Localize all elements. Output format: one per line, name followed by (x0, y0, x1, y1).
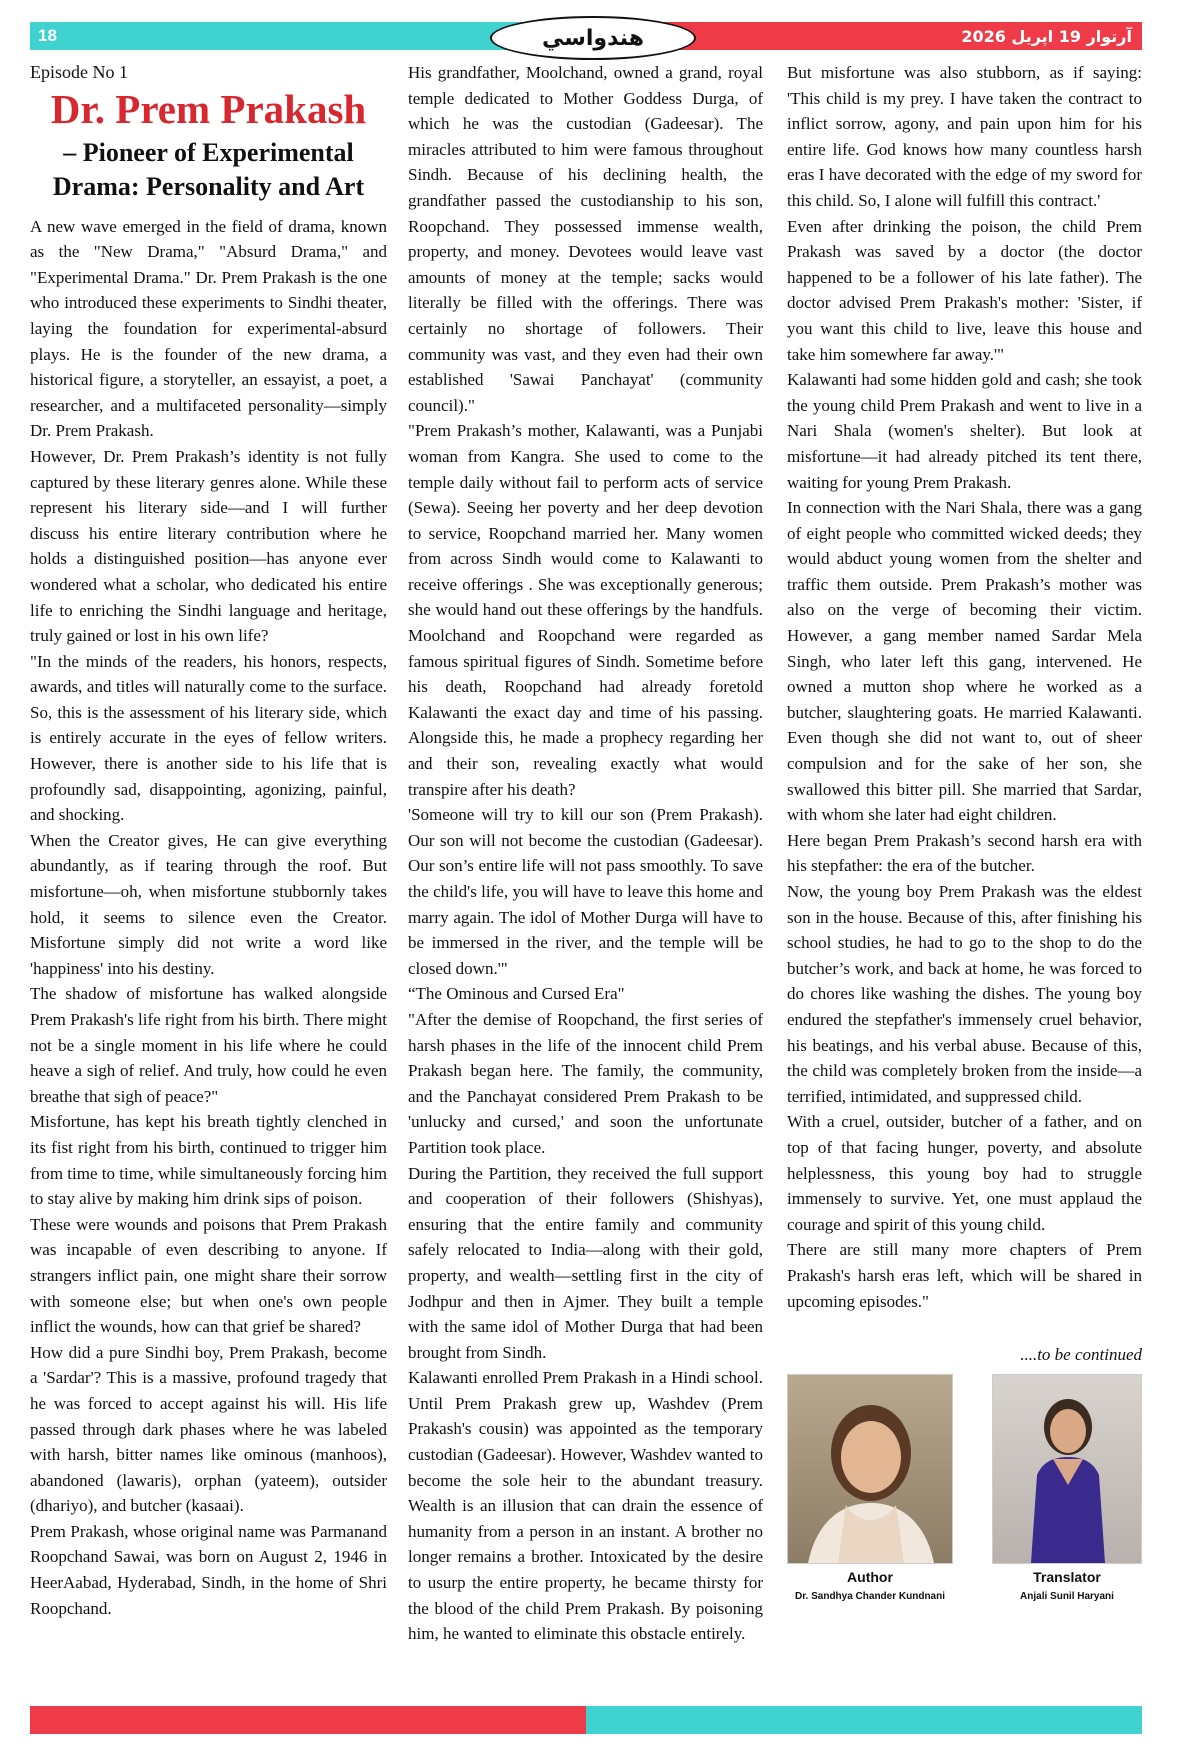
paragraph: Even after drinking the poison, the child Prem Prakash was saved by a doctor (the doctor happened to be a follower of his late father). The doctor advised Prem Prakash's mother: 'Sister, if you want this child to live, leave this house and take him somewhere far away.'" (787, 216, 1142, 364)
paragraph: The shadow of misfortune has walked alongside Prem Prakash's life right from his birth. There might not be a single moment in his life where he could heave a sigh of relief. And truly, how could he even breathe that sigh of peace?" (30, 984, 387, 1106)
paragraph: However, Dr. Prem Prakash’s identity is not fully captured by these literary genres alone. While these represent his literary side—and I will further discuss his entire literary contribution where he holds a distinguished position—has anyone ever wondered what a scholar, who dedicated his entire life to enriching the Sindhi language and heritage, truly gained or lost in his own life? (30, 446, 387, 646)
paragraph: In connection with the Nari Shala, there was a gang of eight people who committed wicked deeds; they would abduct young women from the shelter and traffic them outside. Prem Prakash’s mother was also on the verge of becoming their victim. However, a gang member named Sardar Mela Singh, who later left this gang, intervened. He owned a mutton shop where he worked as a butcher, slaughtering goats. He married Kalawanti. Even though she did not want to, out of sheer compulsion and for the sake of her son, she swallowed this bitter pill. She married that Sardar, with whom she later had eight children. (787, 498, 1142, 825)
paragraph: His grandfather, Moolchand, owned a grand, royal temple dedicated to Mother Goddess Durga, of which he was the custodian (Gadeesar). The miracles attributed to him were famous throughout Sindh. Because of his declining health, the grandfather passed the custodianship to his son, Roopchand. They possessed immense wealth, property, and money. Devotees would leave vast amounts of money at the temple; sacks would literally be filled with the offerings. There was certainly no shortage of followers. Their community was vast, and they even had their own established 'Sawai Panchayat' (community council)." (408, 63, 763, 415)
paragraph: How did a pure Sindhi boy, Prem Prakash, become a 'Sardar'? This is a massive, profound tragedy that he was forced to accept against his will. His life passed through dark phases where he was labeled with harsh, bitter names like ominous (manhoos), abandoned (lawaris), orphan (yateem), outsider (dhariyo), and butcher (kasaai). (30, 1342, 387, 1516)
paragraph: There are still many more chapters of Prem Prakash's harsh eras left, which will be shared in upcoming episodes." (787, 1240, 1142, 1311)
translator-portrait-icon (993, 1375, 1142, 1563)
paragraph: With a cruel, outsider, butcher of a father, and on top of that facing hunger, poverty, and absolute helplessness, this young boy had to struggle immensely to survive. Yet, one must applaud the courage and spirit of this young child. (787, 1112, 1142, 1234)
paragraph: During the Partition, they received the full support and cooperation of their followers (Shishyas), ensuring that the entire family and community safely relocated to India—along with their gold, property, and wealth—settling first in the city of Jodhpur and then in Ajmer. They built a temple with the same idol of Mother Durga that had been brought from Sindh. (408, 1163, 763, 1362)
column-2 (408, 60, 763, 1647)
paragraph: Prem Prakash, whose original name was Parmanand Roopchand Sawai, was born on August 2, 1946 in HeerAabad, Hyderabad, Sindh, in the home of Shri Roopchand. (30, 1521, 387, 1618)
translator-name: Anjali Sunil Haryani (1020, 1590, 1114, 1602)
paragraph: "Prem Prakash’s mother, Kalawanti, was a Punjabi woman from Kangra. She used to come to the temple daily without fail to perform acts of service (Sewa). Seeing her poverty and her deep devotion to service, Roopchand married her. Many women from across Sindh would come to Kalawanti to receive offerings . She was exceptionally generous; she would hand out these offerings by the handfuls. Moolchand and Roopchand were regarded as famous spiritual figures of Sindh. Sometime before his death, Roopchand had already foretold Kalawanti the exact day and time of his passing. Alongside this, he made a prophecy regarding her and their son, revealing exactly what would transpire after his death? (408, 421, 763, 799)
footer-right-band (586, 1706, 1142, 1734)
paragraph: Misfortune, has kept his breath tightly clenched in its fist right from his birth, continued to trigger him from time to time, while simultaneously forcing him to stay alive by making him drink sips of poison. (30, 1112, 387, 1209)
paragraph: Kalawanti enrolled Prem Prakash in a Hindi school. Until Prem Prakash grew up, Washdev (Prem Prakash's cousin) was appointed as the temporary custodian (Gadeesar). However, Washdev wanted to become the sole heir to the abundant treasury. Wealth is an illusion that can drain the essence of humanity from a person in an instant. A brother no longer remains a brother. Intoxicated by the desire to usurp the entire property, he became thirsty for the blood of the child Prem Prakash. By poisoning him, he wanted to eliminate this obstacle entirely. (408, 1368, 763, 1644)
column-1 (30, 60, 387, 1621)
paragraph: Now, the young boy Prem Prakash was the eldest son in the house. Because of this, after finishing his school studies, he had to go to the shop to do the butcher’s work, and back at home, he was forced to do chores like washing the dishes. The young boy endured the stepfather's immensely cruel behavior, his beatings, and his verbal abuse. Because of this, the child was completely broken from the inside—a terrified, intimidated, and suppressed child. (787, 882, 1142, 1106)
article-title: Dr. Prem Prakash (50, 85, 367, 132)
paragraph: A new wave emerged in the field of drama, known as the "New Drama," "Absurd Drama," and "Experimental Drama." Dr. Prem Prakash is the one who introduced these experiments to Sindhi theater, laying the foundation for experimental-absurd plays. He is the founder of the new drama, a historical figure, a storyteller, an essayist, a poet, a researcher, and a multifaceted personality—simply Dr. Prem Prakash. (30, 216, 387, 441)
subtitle-line-2: Drama: Personality and Art (52, 171, 365, 201)
paragraph: "After the demise of Roopchand, the first series of harsh phases in the life of the innocent child Prem Prakash began here. The family, the community, and the Panchayat considered Prem Prakash to be 'unlucky and cursed,' and soon the unfortunate Partition took place. (408, 1009, 763, 1157)
translator-role: Translator (1033, 1568, 1101, 1585)
paragraph: 'Someone will try to kill our son (Prem Prakash). Our son will not become the custodian (Gadeesar). Our son’s entire life will not pass smoothly. To save the child's life, you will have to leave this home and marry again. The idol of Mother Durga will have to be immersed in the river, and the temple will be closed down.'" (408, 805, 763, 978)
subtitle-line-1: – Pioneer of Experimental (63, 137, 354, 167)
author-name: Dr. Sandhya Chander Kundnani (794, 1590, 946, 1602)
issue-date: آرتوار 19 اپريل 2026 (961, 26, 1132, 46)
translator-card (992, 1374, 1142, 1603)
author-portrait-icon (788, 1375, 953, 1563)
column-3 (787, 60, 1142, 1603)
masthead-logo: هندواسي (490, 16, 696, 60)
footer-left-band (30, 1706, 586, 1734)
paragraph: Kalawanti had some hidden gold and cash; she took the young child Prem Prakash and went to live in a Nari Shala (women's shelter). But look at misfortune—it had already pitched its tent there, waiting for young Prem Prakash. (787, 370, 1142, 492)
translator-photo (992, 1374, 1142, 1564)
paragraph: These were wounds and poisons that Prem Prakash was incapable of even describing to anyone. If strangers inflict pain, one might share their sorrow with someone else; but when one's own people inflict the wounds, how can that grief be shared? (30, 1214, 387, 1337)
paragraph: Here began Prem Prakash’s second harsh era with his stepfather: the era of the butcher. (787, 830, 1142, 876)
author-role: Author (847, 1568, 893, 1585)
section-heading: “The Ominous and Cursed Era" (408, 984, 625, 1004)
paragraph: "In the minds of the readers, his honors, respects, awards, and titles will naturally come to the surface. So, this is the assessment of his literary side, which is entirely accurate in the eyes of fellow writers. However, there is another side to his life that is profoundly sad, disappointing, agonizing, painful, and shocking. (30, 651, 387, 825)
author-photo (787, 1374, 953, 1564)
article-subtitle (30, 136, 387, 204)
footer-bar (30, 1706, 1142, 1734)
page-number: 18 (38, 26, 57, 45)
to-be-continued: ....to be continued (1020, 1345, 1142, 1365)
paragraph: But misfortune was also stubborn, as if saying: 'This child is my prey. I have taken the contract to inflict sorrow, agony, and pain upon him for his entire life. God knows how many countless harsh eras I have decorated with the edge of my sword for this child. So, I alone will fulfill this contract.' (787, 63, 1142, 210)
paragraph: When the Creator gives, He can give everything abundantly, as if tearing through the roof. But misfortune—oh, when misfortune stubbornly takes hold, it seems to silence even the Creator. Misfortune simply did not write a word like 'happiness' into his destiny. (30, 830, 387, 978)
credits-photos (787, 1374, 1142, 1603)
episode-label: Episode No 1 (30, 62, 128, 82)
author-card (787, 1374, 953, 1603)
